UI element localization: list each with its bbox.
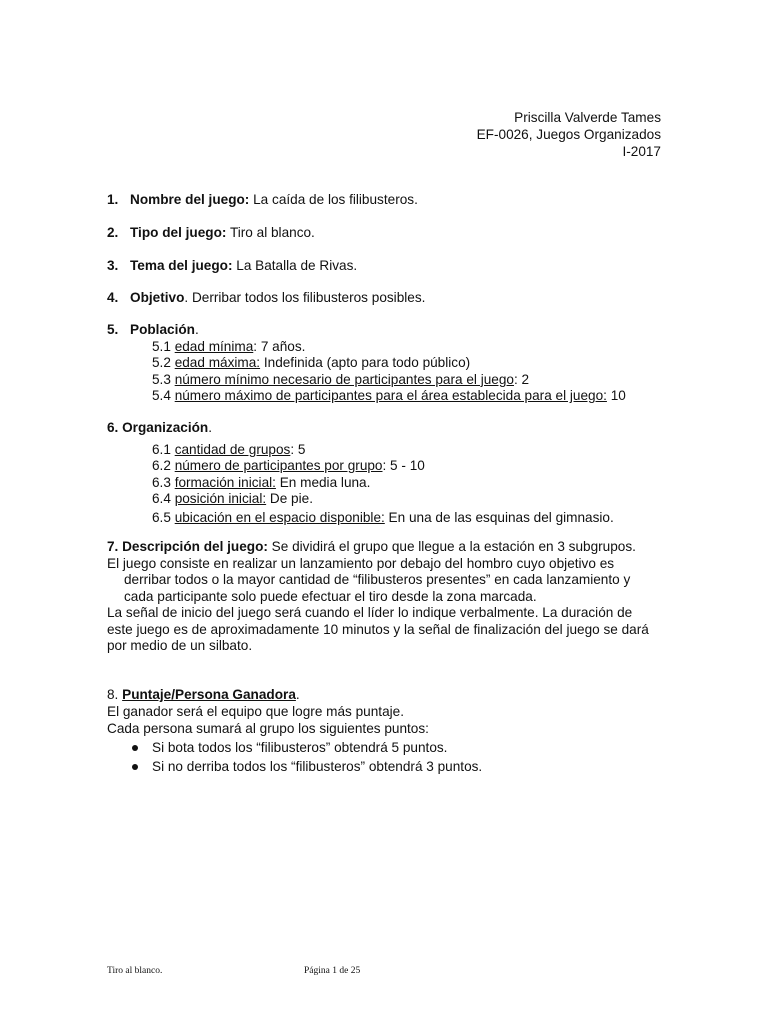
- paragraph-line: La señal de inicio del juego será cuando el líder lo indique verbalmente. La duración de: [107, 605, 633, 620]
- section-8: [107, 686, 667, 776]
- section-label: Nombre del juego:: [130, 192, 250, 207]
- section-7: [107, 539, 667, 655]
- subitem-5-1: 5.1 edad mínima: 7 años.: [152, 338, 306, 354]
- section-number: 8.: [107, 687, 123, 702]
- section-5: [107, 322, 667, 405]
- paragraph-line: derribar todos o la mayor cantidad de “filibusteros presentes” en cada lanzamiento y: [124, 572, 631, 587]
- section-value: Tiro al blanco.: [226, 225, 315, 240]
- subitem-5-4: 5.4 número máximo de participantes para el área establecida para el juego: 10: [152, 388, 626, 403]
- section-number: 1.: [107, 192, 119, 207]
- subitem-5-2: 5.2 edad máxima: Indefinida (apto para todo público): [152, 355, 471, 370]
- paragraph-line: cada participante solo puede efectuar el tiro desde la zona marcada.: [124, 588, 537, 604]
- list-item: Si no derriba todos los “filibusteros” obtendrá 3 puntos.: [107, 758, 667, 775]
- paragraph-line: por medio de un silbato.: [107, 638, 253, 653]
- subitem-6-1: 6.1 cantidad de grupos: 5: [152, 441, 306, 457]
- paragraph-line: Cada persona sumará al grupo los siguientes puntos:: [107, 721, 429, 736]
- bullet-icon: [132, 745, 138, 751]
- subitem-6-5: 6.5 ubicación en el espacio disponible: En una de las esquinas del gimnasio.: [152, 509, 614, 525]
- author-name: Priscilla Valverde Tames: [514, 110, 661, 125]
- section-6: [107, 420, 667, 526]
- section-4: [107, 290, 667, 307]
- section-2: [107, 225, 667, 242]
- section-number: 3.: [107, 258, 119, 273]
- points-list: [107, 739, 667, 775]
- section-number: 5.: [107, 322, 119, 337]
- section-label: Tema del juego:: [130, 258, 233, 273]
- subitem-6-3: 6.3 formación inicial: En media luna.: [152, 474, 371, 490]
- section-suffix: .: [194, 322, 199, 337]
- list-item: Si bota todos los “filibusteros” obtendrá 5 puntos.: [107, 739, 667, 756]
- section-label: Tipo del juego:: [130, 225, 227, 240]
- section-label: 7. Descripción del juego:: [107, 539, 268, 554]
- section-label: Puntaje/Persona Ganadora: [122, 687, 296, 702]
- section-3: [107, 258, 667, 275]
- section-value: La Batalla de Rivas.: [232, 258, 358, 273]
- section-number: 4.: [107, 290, 119, 305]
- section-label: 6. Organización: [107, 420, 209, 435]
- section-lead: Se dividirá el grupo que llegue a la estación en 3 subgrupos.: [267, 539, 636, 554]
- subitem-6-4: 6.4 posición inicial: De pie.: [152, 491, 313, 506]
- paragraph-line: este juego es de aproximadamente 10 minutos y la señal de finalización del juego se dará: [107, 621, 649, 637]
- paragraph-line: El ganador será el equipo que logre más puntaje.: [107, 704, 404, 719]
- section-value: La caída de los filibusteros.: [249, 192, 418, 207]
- section-suffix: .: [208, 420, 213, 435]
- course-name: EF-0026, Juegos Organizados: [476, 127, 661, 142]
- term: I-2017: [622, 144, 661, 159]
- footer-page-number: Página 1 de 25: [304, 966, 361, 976]
- footer-title: Tiro al blanco.: [107, 966, 163, 976]
- document-header: [477, 109, 661, 160]
- subitem-6-2: 6.2 número de participantes por grupo: 5 - 10: [152, 458, 425, 473]
- subitem-5-3: 5.3 número mínimo necesario de participantes para el juego: 2: [152, 371, 530, 387]
- section-1: [107, 192, 667, 209]
- section-number: 2.: [107, 225, 119, 240]
- section-value: . Derribar todos los filibusteros posibles.: [184, 290, 426, 305]
- paragraph-line: El juego consiste en realizar un lanzamiento por debajo del hombro cuyo objetivo es: [107, 555, 615, 571]
- section-label: Objetivo: [130, 290, 185, 305]
- bullet-icon: [132, 764, 138, 770]
- section-label: Población: [130, 322, 195, 337]
- section-suffix: .: [295, 687, 300, 702]
